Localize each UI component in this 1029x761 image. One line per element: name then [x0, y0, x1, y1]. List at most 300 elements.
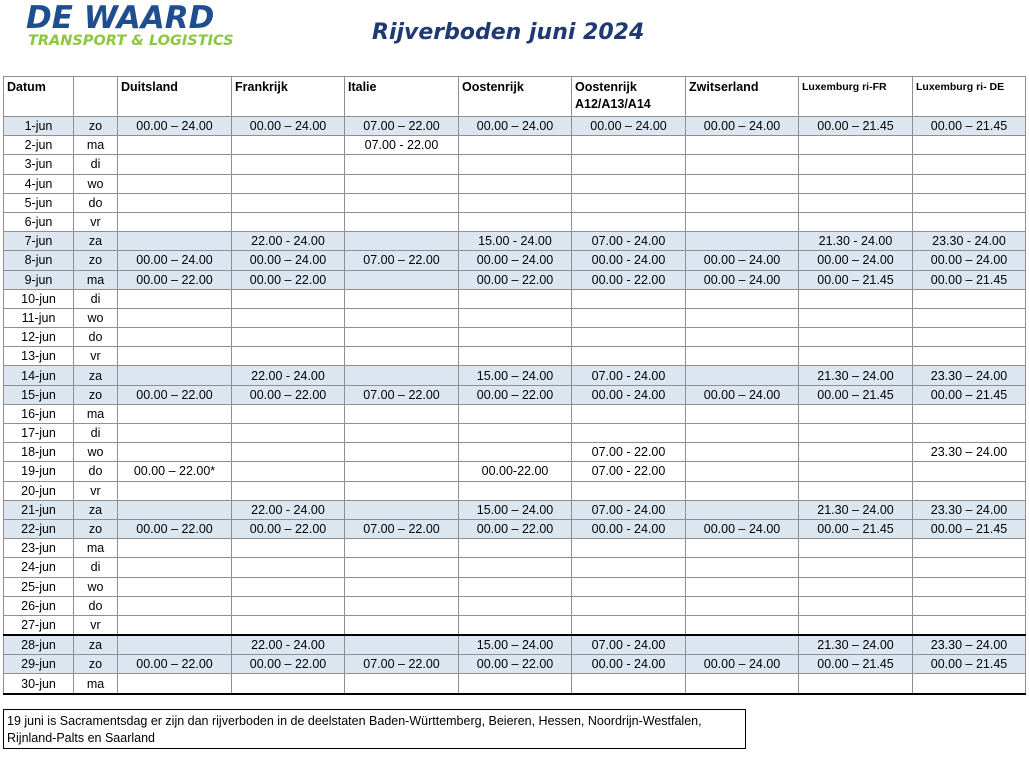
time-cell	[572, 404, 686, 423]
time-cell	[799, 308, 913, 327]
time-cell	[345, 289, 459, 308]
time-cell	[232, 424, 345, 443]
time-cell: 07.00 - 24.00	[572, 635, 686, 655]
date-cell: 10-jun	[4, 289, 74, 308]
table-row	[4, 366, 1026, 385]
time-cell	[345, 443, 459, 462]
time-cell: 00.00 – 22.00	[459, 270, 572, 289]
time-cell	[232, 615, 345, 635]
time-cell	[459, 136, 572, 155]
time-cell: 00.00 – 22.00	[118, 385, 232, 404]
column-header-day	[74, 77, 118, 117]
time-cell	[572, 674, 686, 694]
time-cell	[686, 136, 799, 155]
time-cell	[913, 577, 1026, 596]
time-cell: 15.00 – 24.00	[459, 635, 572, 655]
time-cell: 00.00 – 24.00	[459, 251, 572, 270]
time-cell	[345, 347, 459, 366]
time-cell	[459, 174, 572, 193]
logo-wordmark: DE WAARD	[26, 0, 215, 36]
day-cell: vr	[74, 347, 118, 366]
time-cell	[232, 404, 345, 423]
time-cell: 00.00 – 21.45	[799, 519, 913, 538]
table-row	[4, 155, 1026, 174]
date-cell: 7-jun	[4, 232, 74, 251]
time-cell	[799, 462, 913, 481]
time-cell	[118, 232, 232, 251]
time-cell: 07.00 – 22.00	[345, 251, 459, 270]
time-cell: 00.00 – 21.45	[799, 270, 913, 289]
table-row	[4, 674, 1026, 694]
time-cell	[686, 674, 799, 694]
time-cell	[799, 136, 913, 155]
time-cell	[799, 596, 913, 615]
time-cell	[799, 539, 913, 558]
date-cell: 23-jun	[4, 539, 74, 558]
time-cell	[118, 443, 232, 462]
day-cell: ma	[74, 404, 118, 423]
time-cell: 00.00 – 24.00	[913, 251, 1026, 270]
time-cell: 00.00 – 24.00	[686, 519, 799, 538]
time-cell: 07.00 - 22.00	[572, 443, 686, 462]
date-cell: 14-jun	[4, 366, 74, 385]
date-cell: 28-jun	[4, 635, 74, 655]
day-cell: vr	[74, 615, 118, 635]
day-cell: ma	[74, 539, 118, 558]
time-cell	[572, 577, 686, 596]
time-cell: 23.30 – 24.00	[913, 500, 1026, 519]
time-cell: 00.00 – 22.00	[118, 655, 232, 674]
driving-ban-table	[3, 76, 1026, 695]
day-cell: do	[74, 328, 118, 347]
table-row	[4, 270, 1026, 289]
time-cell: 00.00 – 21.45	[913, 519, 1026, 538]
time-cell	[232, 289, 345, 308]
time-cell: 07.00 - 24.00	[572, 500, 686, 519]
time-cell	[572, 347, 686, 366]
date-cell: 29-jun	[4, 655, 74, 674]
time-cell	[459, 424, 572, 443]
time-cell: 22.00 - 24.00	[232, 500, 345, 519]
time-cell	[232, 193, 345, 212]
day-cell: zo	[74, 519, 118, 538]
time-cell	[459, 308, 572, 327]
time-cell: 00.00 – 22.00	[118, 519, 232, 538]
time-cell	[686, 558, 799, 577]
time-cell	[913, 539, 1026, 558]
column-header-duitsland: Duitsland	[118, 77, 232, 117]
date-cell: 24-jun	[4, 558, 74, 577]
time-cell	[799, 443, 913, 462]
time-cell	[459, 596, 572, 615]
table-row	[4, 404, 1026, 423]
time-cell	[345, 500, 459, 519]
time-cell: 00.00-22.00	[459, 462, 572, 481]
time-cell	[118, 577, 232, 596]
time-cell	[232, 136, 345, 155]
time-cell: 00.00 – 24.00	[686, 251, 799, 270]
time-cell	[345, 212, 459, 231]
time-cell	[232, 212, 345, 231]
table-row	[4, 251, 1026, 270]
time-cell	[686, 404, 799, 423]
day-cell: ma	[74, 136, 118, 155]
column-header-date: Datum	[4, 77, 74, 117]
time-cell	[345, 366, 459, 385]
day-cell: di	[74, 558, 118, 577]
date-cell: 2-jun	[4, 136, 74, 155]
time-cell	[232, 481, 345, 500]
time-cell: 00.00 – 22.00	[118, 270, 232, 289]
table-row	[4, 174, 1026, 193]
table-row	[4, 500, 1026, 519]
day-cell: zo	[74, 655, 118, 674]
date-cell: 25-jun	[4, 577, 74, 596]
time-cell	[345, 615, 459, 635]
time-cell	[686, 577, 799, 596]
table-row	[4, 558, 1026, 577]
time-cell: 07.00 - 22.00	[572, 462, 686, 481]
time-cell	[572, 615, 686, 635]
time-cell: 00.00 – 24.00	[686, 655, 799, 674]
time-cell	[799, 558, 913, 577]
day-cell: do	[74, 462, 118, 481]
time-cell	[345, 232, 459, 251]
time-cell	[232, 443, 345, 462]
time-cell	[118, 404, 232, 423]
table-row	[4, 443, 1026, 462]
date-cell: 17-jun	[4, 424, 74, 443]
time-cell: 00.00 – 24.00	[459, 117, 572, 136]
time-cell	[232, 539, 345, 558]
column-header-italie: Italie	[345, 77, 459, 117]
table-row	[4, 212, 1026, 231]
time-cell	[232, 155, 345, 174]
table-row	[4, 481, 1026, 500]
time-cell	[118, 193, 232, 212]
time-cell	[118, 155, 232, 174]
time-cell: 00.00 - 24.00	[572, 519, 686, 538]
date-cell: 8-jun	[4, 251, 74, 270]
time-cell	[345, 481, 459, 500]
time-cell	[345, 635, 459, 655]
time-cell	[572, 174, 686, 193]
time-cell	[345, 558, 459, 577]
time-cell: 07.00 – 22.00	[345, 117, 459, 136]
time-cell	[686, 328, 799, 347]
company-logo	[26, 2, 316, 52]
date-cell: 20-jun	[4, 481, 74, 500]
day-cell: za	[74, 635, 118, 655]
time-cell	[232, 328, 345, 347]
time-cell: 21.30 - 24.00	[799, 232, 913, 251]
day-cell: za	[74, 500, 118, 519]
time-cell	[345, 155, 459, 174]
time-cell	[913, 615, 1026, 635]
time-cell	[686, 500, 799, 519]
time-cell: 00.00 – 24.00	[118, 117, 232, 136]
time-cell	[799, 328, 913, 347]
time-cell: 00.00 – 22.00	[459, 385, 572, 404]
day-cell: ma	[74, 270, 118, 289]
time-cell	[913, 155, 1026, 174]
time-cell	[572, 424, 686, 443]
date-cell: 26-jun	[4, 596, 74, 615]
time-cell	[118, 328, 232, 347]
time-cell	[345, 539, 459, 558]
time-cell: 00.00 – 24.00	[232, 117, 345, 136]
day-cell: wo	[74, 308, 118, 327]
time-cell: 22.00 - 24.00	[232, 366, 345, 385]
date-cell: 27-jun	[4, 615, 74, 635]
time-cell	[345, 674, 459, 694]
date-cell: 5-jun	[4, 193, 74, 212]
time-cell: 00.00 – 21.45	[799, 117, 913, 136]
time-cell	[118, 136, 232, 155]
time-cell	[799, 155, 913, 174]
time-cell	[686, 596, 799, 615]
time-cell: 00.00 - 24.00	[572, 251, 686, 270]
time-cell	[686, 462, 799, 481]
time-cell: 22.00 - 24.00	[232, 232, 345, 251]
table-row	[4, 462, 1026, 481]
time-cell	[799, 212, 913, 231]
time-cell: 15.00 – 24.00	[459, 366, 572, 385]
table-row	[4, 655, 1026, 674]
day-cell: zo	[74, 117, 118, 136]
time-cell: 15.00 – 24.00	[459, 500, 572, 519]
table-row	[4, 635, 1026, 655]
time-cell: 23.30 – 24.00	[913, 443, 1026, 462]
time-cell: 07.00 – 22.00	[345, 385, 459, 404]
logo-tagline: TRANSPORT & LOGISTICS	[28, 33, 234, 49]
time-cell	[118, 635, 232, 655]
time-cell	[913, 596, 1026, 615]
time-cell	[913, 404, 1026, 423]
time-cell: 21.30 – 24.00	[799, 366, 913, 385]
day-cell: vr	[74, 212, 118, 231]
time-cell	[686, 424, 799, 443]
time-cell	[118, 212, 232, 231]
date-cell: 4-jun	[4, 174, 74, 193]
date-cell: 9-jun	[4, 270, 74, 289]
time-cell: 00.00 – 24.00	[686, 270, 799, 289]
time-cell	[799, 347, 913, 366]
time-cell	[459, 328, 572, 347]
time-cell	[459, 155, 572, 174]
day-cell: vr	[74, 481, 118, 500]
day-cell: do	[74, 596, 118, 615]
time-cell	[686, 635, 799, 655]
time-cell	[345, 270, 459, 289]
time-cell	[232, 596, 345, 615]
time-cell: 00.00 – 22.00	[459, 519, 572, 538]
time-cell	[686, 443, 799, 462]
date-cell: 3-jun	[4, 155, 74, 174]
time-cell	[913, 424, 1026, 443]
day-cell: di	[74, 155, 118, 174]
time-cell: 23.30 - 24.00	[913, 232, 1026, 251]
time-cell: 21.30 – 24.00	[799, 500, 913, 519]
date-cell: 22-jun	[4, 519, 74, 538]
time-cell	[345, 404, 459, 423]
day-cell: zo	[74, 251, 118, 270]
time-cell	[913, 212, 1026, 231]
time-cell	[118, 674, 232, 694]
time-cell	[913, 328, 1026, 347]
time-cell	[459, 193, 572, 212]
time-cell	[345, 462, 459, 481]
time-cell	[686, 539, 799, 558]
day-cell: wo	[74, 174, 118, 193]
time-cell	[459, 347, 572, 366]
time-cell: 00.00 – 24.00	[572, 117, 686, 136]
day-cell: do	[74, 193, 118, 212]
time-cell: 00.00 – 24.00	[232, 251, 345, 270]
time-cell	[686, 347, 799, 366]
time-cell	[572, 328, 686, 347]
time-cell: 00.00 – 21.45	[799, 385, 913, 404]
time-cell	[686, 232, 799, 251]
time-cell	[572, 289, 686, 308]
time-cell	[345, 328, 459, 347]
column-header-frankrijk: Frankrijk	[232, 77, 345, 117]
time-cell	[118, 481, 232, 500]
header-row	[4, 77, 1026, 117]
time-cell	[799, 674, 913, 694]
time-cell	[686, 366, 799, 385]
time-cell	[232, 558, 345, 577]
table-row	[4, 577, 1026, 596]
time-cell	[232, 674, 345, 694]
column-header-oostenrijk: Oostenrijk	[459, 77, 572, 117]
day-cell: di	[74, 424, 118, 443]
time-cell	[572, 558, 686, 577]
table-row	[4, 308, 1026, 327]
column-header-zwitserland: Zwitserland	[686, 77, 799, 117]
time-cell: 21.30 – 24.00	[799, 635, 913, 655]
day-cell: za	[74, 366, 118, 385]
time-cell: 00.00 - 22.00	[572, 270, 686, 289]
table-row	[4, 519, 1026, 538]
date-cell: 19-jun	[4, 462, 74, 481]
time-cell	[459, 558, 572, 577]
time-cell	[232, 577, 345, 596]
time-cell: 00.00 – 22.00	[459, 655, 572, 674]
time-cell	[232, 462, 345, 481]
date-cell: 21-jun	[4, 500, 74, 519]
time-cell	[572, 481, 686, 500]
time-cell	[913, 308, 1026, 327]
footnote-box: 19 juni is Sacramentsdag er zijn dan rijverboden in de deelstaten Baden-Württemberg, Beieren, Hessen, Noordrijn-Westfalen, Rijnland-Palts en Saarland	[3, 709, 746, 749]
time-cell	[345, 193, 459, 212]
time-cell: 07.00 - 22.00	[345, 136, 459, 155]
time-cell	[799, 424, 913, 443]
day-cell: za	[74, 232, 118, 251]
time-cell	[572, 539, 686, 558]
time-cell	[572, 212, 686, 231]
date-cell: 12-jun	[4, 328, 74, 347]
time-cell	[913, 289, 1026, 308]
time-cell	[913, 136, 1026, 155]
time-cell	[799, 404, 913, 423]
time-cell: 00.00 – 22.00*	[118, 462, 232, 481]
table-row	[4, 539, 1026, 558]
time-cell	[459, 289, 572, 308]
time-cell	[118, 558, 232, 577]
day-cell: wo	[74, 577, 118, 596]
time-cell	[118, 289, 232, 308]
time-cell	[118, 539, 232, 558]
time-cell: 00.00 – 21.45	[799, 655, 913, 674]
table-row	[4, 615, 1026, 635]
time-cell	[572, 155, 686, 174]
time-cell: 07.00 - 24.00	[572, 366, 686, 385]
time-cell	[572, 596, 686, 615]
time-cell	[459, 615, 572, 635]
time-cell	[572, 136, 686, 155]
date-cell: 16-jun	[4, 404, 74, 423]
table-row	[4, 347, 1026, 366]
time-cell: 22.00 - 24.00	[232, 635, 345, 655]
time-cell	[118, 424, 232, 443]
time-cell	[799, 615, 913, 635]
time-cell	[572, 193, 686, 212]
time-cell: 00.00 - 24.00	[572, 655, 686, 674]
day-cell: di	[74, 289, 118, 308]
column-header-oostenrijk-a12: Oostenrijk A12/A13/A14	[572, 77, 686, 117]
time-cell: 07.00 – 22.00	[345, 655, 459, 674]
table-row	[4, 328, 1026, 347]
time-cell	[345, 424, 459, 443]
time-cell	[232, 347, 345, 366]
time-cell	[686, 615, 799, 635]
time-cell: 00.00 – 21.45	[913, 117, 1026, 136]
day-cell: zo	[74, 385, 118, 404]
time-cell: 07.00 - 24.00	[572, 232, 686, 251]
time-cell	[686, 289, 799, 308]
day-cell: ma	[74, 674, 118, 694]
time-cell	[118, 500, 232, 519]
time-cell	[913, 674, 1026, 694]
time-cell	[118, 366, 232, 385]
time-cell: 00.00 – 24.00	[118, 251, 232, 270]
time-cell: 23.30 – 24.00	[913, 366, 1026, 385]
time-cell	[686, 481, 799, 500]
time-cell: 00.00 – 22.00	[232, 655, 345, 674]
table-row	[4, 232, 1026, 251]
date-cell: 18-jun	[4, 443, 74, 462]
time-cell	[799, 481, 913, 500]
time-cell	[686, 212, 799, 231]
time-cell	[345, 308, 459, 327]
time-cell	[799, 193, 913, 212]
time-cell: 00.00 - 24.00	[572, 385, 686, 404]
page-title: Rijverboden juni 2024	[372, 20, 645, 45]
time-cell	[118, 308, 232, 327]
time-cell: 00.00 – 21.45	[913, 270, 1026, 289]
time-cell: 15.00 - 24.00	[459, 232, 572, 251]
time-cell	[686, 155, 799, 174]
date-cell: 1-jun	[4, 117, 74, 136]
time-cell	[459, 443, 572, 462]
time-cell	[459, 539, 572, 558]
table-row	[4, 117, 1026, 136]
time-cell	[686, 193, 799, 212]
time-cell: 00.00 – 21.45	[913, 385, 1026, 404]
time-cell	[118, 615, 232, 635]
time-cell: 00.00 – 24.00	[799, 251, 913, 270]
